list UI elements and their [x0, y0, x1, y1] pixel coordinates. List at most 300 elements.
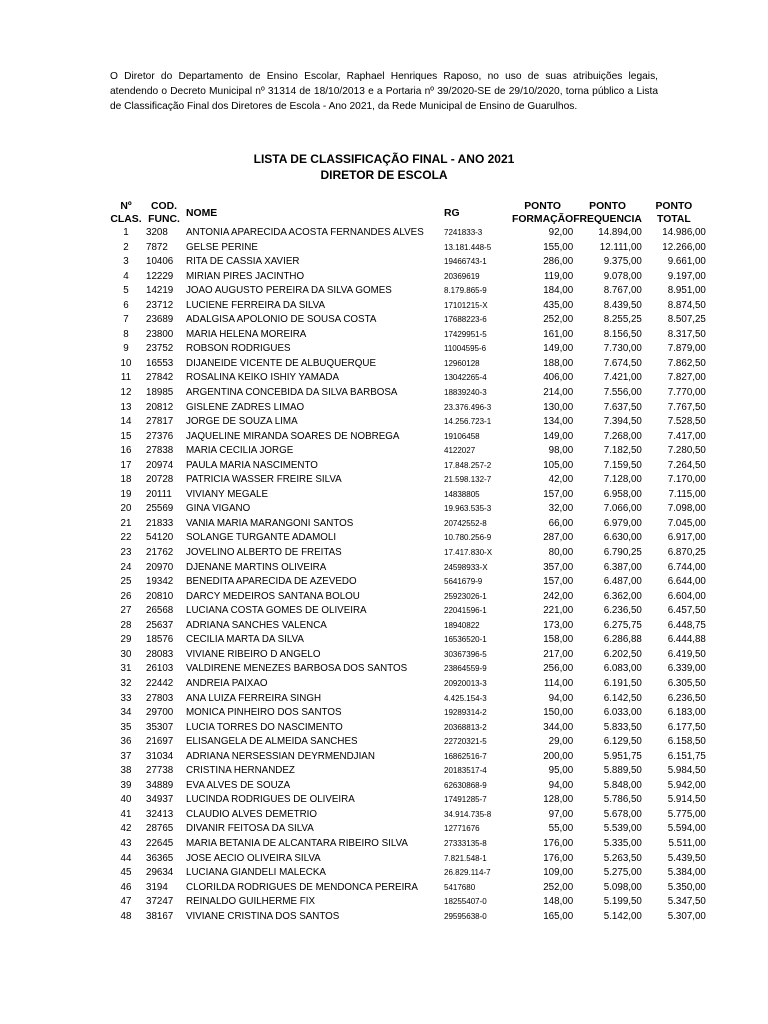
cell-ponto-frequencia: 5.833,50 — [603, 721, 642, 733]
cell-clas: 15 — [120, 430, 132, 442]
cell-rg: 23864559-9 — [444, 664, 487, 674]
table-row — [110, 531, 706, 546]
cell-rg: 10.780.256-9 — [444, 533, 492, 543]
cell-clas: 41 — [120, 808, 132, 820]
cell-ponto-total: 6.448,75 — [667, 619, 706, 631]
cell-ponto-formacao: 42,00 — [548, 474, 574, 486]
cell-ponto-total: 7.098,00 — [667, 503, 706, 515]
cell-nome: GELSE PERINE — [186, 241, 258, 253]
cell-ponto-formacao: 32,00 — [548, 503, 574, 515]
header-ponto-formacao: PONTO FORMAÇÃO — [512, 201, 574, 225]
cell-nome: DJENANE MARTINS OLIVEIRA — [186, 561, 327, 573]
header-clas: Nº CLAS. — [110, 201, 142, 225]
cell-ponto-total: 6.644,00 — [667, 576, 706, 588]
table-row — [110, 444, 706, 459]
cell-ponto-formacao: 200,00 — [543, 750, 574, 762]
cell-ponto-formacao: 29,00 — [548, 736, 574, 748]
cell-clas: 38 — [120, 765, 132, 777]
cell-cod-func: 27376 — [146, 430, 174, 442]
cell-ponto-total: 7.862,50 — [667, 357, 706, 369]
cell-rg: 5641679-9 — [444, 577, 483, 587]
cell-ponto-frequencia: 6.191,50 — [603, 677, 642, 689]
cell-ponto-frequencia: 6.958,00 — [603, 488, 642, 500]
cell-ponto-total: 6.419,50 — [667, 648, 706, 660]
cell-clas: 17 — [120, 459, 132, 471]
document-title: LISTA DE CLASSIFICAÇÃO FINAL - ANO 2021 — [253, 152, 515, 166]
cell-ponto-formacao: 98,00 — [548, 445, 574, 457]
table-row — [110, 677, 706, 692]
cell-cod-func: 22645 — [146, 837, 174, 849]
cell-rg: 11004595-6 — [444, 344, 487, 354]
cell-ponto-total: 7.264,50 — [667, 459, 706, 471]
cell-rg: 7.821.548-1 — [444, 853, 487, 863]
cell-ponto-total: 6.744,00 — [667, 561, 706, 573]
cell-nome: CLAUDIO ALVES DEMETRIO — [186, 808, 318, 820]
cell-clas: 31 — [120, 663, 132, 675]
cell-cod-func: 27838 — [146, 445, 174, 457]
cell-cod-func: 28083 — [146, 648, 174, 660]
table-row — [110, 750, 706, 765]
cell-clas: 10 — [120, 357, 132, 369]
cell-ponto-total: 7.827,00 — [667, 372, 706, 384]
table-row — [110, 371, 706, 386]
cell-nome: RITA DE CASSIA XAVIER — [186, 256, 300, 268]
cell-rg: 62630868-9 — [444, 780, 487, 790]
cell-cod-func: 20974 — [146, 459, 174, 471]
cell-nome: JOVELINO ALBERTO DE FREITAS — [186, 547, 342, 559]
cell-ponto-frequencia: 6.979,00 — [603, 517, 642, 529]
cell-nome: CLORILDA RODRIGUES DE MENDONCA PEREIRA — [186, 881, 418, 893]
table-row — [110, 575, 706, 590]
cell-clas: 7 — [123, 314, 129, 326]
cell-ponto-formacao: 287,00 — [543, 532, 574, 544]
cell-cod-func: 20111 — [146, 488, 172, 500]
cell-ponto-total: 5.594,00 — [667, 823, 706, 835]
cell-rg: 20368813-2 — [444, 722, 487, 732]
cell-ponto-formacao: 109,00 — [543, 867, 574, 879]
cell-ponto-frequencia: 5.848,00 — [603, 779, 642, 791]
cell-ponto-frequencia: 6.630,00 — [603, 532, 642, 544]
cell-ponto-total: 5.350,00 — [667, 881, 706, 893]
cell-ponto-frequencia: 5.951,75 — [603, 750, 642, 762]
cell-ponto-frequencia: 6.142,50 — [603, 692, 642, 704]
cell-ponto-formacao: 80,00 — [548, 547, 574, 559]
cell-rg: 13042265-4 — [444, 373, 487, 383]
cell-ponto-formacao: 165,00 — [543, 910, 574, 922]
cell-ponto-total: 5.439,50 — [667, 852, 706, 864]
cell-rg: 14.256.723-1 — [444, 417, 492, 427]
table-row — [110, 837, 706, 852]
cell-ponto-frequencia: 5.142,00 — [603, 910, 642, 922]
cell-ponto-formacao: 150,00 — [543, 707, 574, 719]
header-ponto-total: PONTO TOTAL — [655, 201, 693, 225]
cell-clas: 5 — [123, 285, 129, 297]
table-row — [110, 852, 706, 867]
cell-ponto-frequencia: 8.767,00 — [603, 285, 642, 297]
cell-ponto-formacao: 157,00 — [543, 488, 574, 500]
cell-nome: BENEDITA APARECIDA DE AZEVEDO — [186, 576, 357, 588]
table-row — [110, 255, 706, 270]
cell-ponto-formacao: 176,00 — [543, 852, 574, 864]
cell-ponto-formacao: 114,00 — [543, 677, 574, 689]
cell-cod-func: 12229 — [146, 270, 174, 282]
cell-ponto-total: 5.347,50 — [667, 896, 706, 908]
cell-nome: EVA ALVES DE SOUZA — [186, 779, 291, 791]
cell-ponto-frequencia: 9.078,00 — [603, 270, 642, 282]
cell-ponto-formacao: 406,00 — [543, 372, 574, 384]
cell-nome: LUCINDA RODRIGUES DE OLIVEIRA — [186, 794, 355, 806]
table-row — [110, 648, 706, 663]
table-row — [110, 473, 706, 488]
table-row — [110, 328, 706, 343]
cell-ponto-frequencia: 6.387,00 — [603, 561, 642, 573]
cell-nome: MARIA CECILIA JORGE — [186, 445, 294, 457]
cell-ponto-total: 12.266,00 — [662, 241, 706, 253]
table-row — [110, 299, 706, 314]
cell-cod-func: 38167 — [146, 910, 174, 922]
header-rg: RG — [444, 207, 460, 219]
cell-ponto-total: 6.177,50 — [667, 721, 706, 733]
cell-cod-func: 25569 — [146, 503, 174, 515]
cell-ponto-frequencia: 6.487,00 — [603, 576, 642, 588]
cell-nome: VALDIRENE MENEZES BARBOSA DOS SANTOS — [186, 663, 408, 675]
cell-rg: 22041596-1 — [444, 606, 487, 616]
cell-cod-func: 21697 — [146, 736, 174, 748]
cell-ponto-frequencia: 5.199,50 — [603, 896, 642, 908]
table-row — [110, 633, 706, 648]
cell-cod-func: 54120 — [146, 532, 174, 544]
cell-ponto-formacao: 252,00 — [543, 881, 574, 893]
cell-rg: 20183517-4 — [444, 766, 487, 776]
cell-ponto-frequencia: 7.066,00 — [603, 503, 642, 515]
table-header — [110, 200, 706, 226]
cell-rg: 18839240-3 — [444, 388, 487, 398]
cell-clas: 42 — [120, 823, 132, 835]
cell-rg: 34.914.735-8 — [444, 809, 492, 819]
cell-rg: 4.425.154-3 — [444, 693, 487, 703]
cell-nome: ANDREIA PAIXAO — [186, 677, 268, 689]
cell-rg: 18940822 — [444, 620, 480, 630]
cell-ponto-frequencia: 6.129,50 — [603, 736, 642, 748]
cell-rg: 27333135-8 — [444, 838, 487, 848]
cell-ponto-total: 8.874,50 — [667, 299, 706, 311]
cell-clas: 35 — [120, 721, 132, 733]
cell-clas: 2 — [123, 241, 129, 253]
cell-cod-func: 34937 — [146, 794, 174, 806]
table-row — [110, 735, 706, 750]
cell-rg: 12960128 — [444, 358, 480, 368]
cell-cod-func: 23712 — [146, 299, 174, 311]
cell-ponto-frequencia: 6.286,88 — [603, 634, 642, 646]
cell-rg: 17.848.257-2 — [444, 460, 492, 470]
cell-nome: VIVIANE RIBEIRO D ANGELO — [186, 648, 321, 660]
cell-ponto-total: 7.045,00 — [667, 517, 706, 529]
cell-nome: LUCIANA GIANDELI MALECKA — [186, 867, 326, 879]
cell-cod-func: 14219 — [146, 285, 174, 297]
cell-ponto-frequencia: 7.730,00 — [603, 343, 642, 355]
cell-clas: 19 — [120, 488, 132, 500]
cell-cod-func: 27738 — [146, 765, 174, 777]
cell-ponto-frequencia: 5.335,00 — [603, 837, 642, 849]
cell-nome: ANA LUIZA FERREIRA SINGH — [186, 692, 322, 704]
cell-clas: 1 — [123, 227, 129, 238]
cell-ponto-frequencia: 5.263,50 — [603, 852, 642, 864]
table-row — [110, 619, 706, 634]
cell-clas: 3 — [123, 256, 129, 268]
cell-ponto-formacao: 176,00 — [543, 837, 574, 849]
table-row — [110, 604, 706, 619]
table-row — [110, 866, 706, 881]
cell-nome: LUCIA TORRES DO NASCIMENTO — [186, 721, 343, 733]
cell-nome: DIJANEIDE VICENTE DE ALBUQUERQUE — [186, 357, 376, 369]
cell-clas: 14 — [120, 416, 132, 428]
cell-ponto-frequencia: 7.421,00 — [603, 372, 642, 384]
cell-ponto-formacao: 130,00 — [543, 401, 574, 413]
cell-nome: JAQUELINE MIRANDA SOARES DE NOBREGA — [186, 430, 400, 442]
cell-clas: 29 — [120, 634, 132, 646]
cell-clas: 4 — [123, 270, 129, 282]
cell-ponto-formacao: 256,00 — [543, 663, 574, 675]
cell-rg: 26.829.114-7 — [444, 868, 491, 878]
cell-cod-func: 21762 — [146, 547, 174, 559]
cell-rg: 16536520-1 — [444, 635, 487, 645]
cell-ponto-total: 5.511,00 — [668, 837, 706, 849]
cell-cod-func: 32413 — [146, 808, 174, 820]
table-row — [110, 502, 706, 517]
cell-rg: 20742552-8 — [444, 518, 487, 528]
cell-ponto-frequencia: 7.394,50 — [603, 416, 642, 428]
cell-ponto-total: 6.457,50 — [667, 605, 706, 617]
table-row — [110, 546, 706, 561]
cell-clas: 6 — [123, 299, 129, 311]
table-row — [110, 706, 706, 721]
cell-rg: 16862516-7 — [444, 751, 487, 761]
cell-ponto-total: 8.317,50 — [667, 328, 706, 340]
cell-ponto-frequencia: 6.236,50 — [603, 605, 642, 617]
cell-cod-func: 36365 — [146, 852, 174, 864]
cell-ponto-frequencia: 5.786,50 — [603, 794, 642, 806]
cell-ponto-formacao: 149,00 — [543, 430, 574, 442]
cell-ponto-formacao: 286,00 — [543, 256, 574, 268]
cell-rg: 30367396-5 — [444, 649, 487, 659]
cell-ponto-frequencia: 7.556,00 — [603, 387, 642, 399]
cell-ponto-frequencia: 5.678,00 — [603, 808, 642, 820]
cell-ponto-total: 9.661,00 — [667, 256, 706, 268]
cell-cod-func: 19342 — [146, 576, 174, 588]
cell-ponto-total: 5.384,00 — [667, 867, 706, 879]
cell-rg: 5417680 — [444, 882, 476, 892]
cell-ponto-formacao: 94,00 — [548, 779, 574, 791]
cell-cod-func: 29700 — [146, 707, 174, 719]
cell-nome: CRISTINA HERNANDEZ — [186, 765, 295, 777]
cell-cod-func: 27817 — [146, 416, 174, 428]
cell-rg: 24598933-X — [444, 562, 488, 572]
cell-ponto-formacao: 148,00 — [543, 896, 574, 908]
cell-ponto-formacao: 97,00 — [548, 808, 574, 820]
cell-ponto-total: 7.280,50 — [667, 445, 706, 457]
cell-ponto-formacao: 435,00 — [543, 299, 574, 311]
cell-nome: DARCY MEDEIROS SANTANA BOLOU — [186, 590, 360, 602]
cell-rg: 20920013-3 — [444, 678, 487, 688]
cell-ponto-total: 8.951,00 — [667, 285, 706, 297]
cell-rg: 19466743-1 — [444, 257, 487, 267]
cell-clas: 22 — [120, 532, 132, 544]
cell-ponto-frequencia: 9.375,00 — [603, 256, 642, 268]
cell-cod-func: 26568 — [146, 605, 174, 617]
cell-clas: 30 — [120, 648, 132, 660]
cell-nome: ADALGISA APOLONIO DE SOUSA COSTA — [186, 314, 377, 326]
header-nome: NOME — [186, 207, 218, 219]
cell-cod-func: 23800 — [146, 328, 174, 340]
cell-nome: MARIA BETANIA DE ALCANTARA RIBEIRO SILVA — [186, 837, 408, 849]
cell-clas: 13 — [120, 401, 132, 413]
cell-ponto-frequencia: 8.156,50 — [603, 328, 642, 340]
cell-clas: 34 — [120, 707, 132, 719]
cell-ponto-frequencia: 14.894,00 — [598, 227, 642, 238]
cell-ponto-total: 7.170,00 — [667, 474, 706, 486]
cell-clas: 40 — [120, 794, 132, 806]
table-row — [110, 488, 706, 503]
cell-nome: VIVIANE CRISTINA DOS SANTOS — [186, 910, 340, 922]
cell-ponto-formacao: 252,00 — [543, 314, 574, 326]
table-row — [110, 662, 706, 677]
header-ponto-frequencia: PONTO FREQUENCIA — [573, 201, 642, 225]
cell-ponto-total: 6.604,00 — [667, 590, 706, 602]
cell-rg: 25923026-1 — [444, 591, 487, 601]
cell-cod-func: 23752 — [146, 343, 174, 355]
cell-clas: 20 — [120, 503, 132, 515]
cell-rg: 17491285-7 — [444, 795, 487, 805]
cell-rg: 17688223-6 — [444, 315, 487, 325]
cell-clas: 32 — [120, 677, 132, 689]
cell-ponto-frequencia: 7.268,00 — [603, 430, 642, 442]
cell-rg: 29595638-0 — [444, 911, 487, 921]
cell-cod-func: 18985 — [146, 387, 174, 399]
cell-ponto-total: 5.914,50 — [667, 794, 706, 806]
cell-ponto-formacao: 94,00 — [548, 692, 574, 704]
table-row — [110, 284, 706, 299]
cell-cod-func: 27803 — [146, 692, 174, 704]
cell-ponto-frequencia: 5.889,50 — [603, 765, 642, 777]
cell-cod-func: 37247 — [146, 896, 174, 908]
table-row — [110, 910, 706, 925]
cell-ponto-total: 9.197,00 — [667, 270, 706, 282]
cell-ponto-frequencia: 5.275,00 — [603, 867, 642, 879]
table-row — [110, 793, 706, 808]
table-row — [110, 721, 706, 736]
table-row — [110, 401, 706, 416]
cell-clas: 46 — [120, 881, 132, 893]
cell-rg: 4122027 — [444, 446, 476, 456]
cell-nome: LUCIENE FERREIRA DA SILVA — [186, 299, 326, 311]
cell-cod-func: 26103 — [146, 663, 174, 675]
cell-ponto-total: 8.507,25 — [667, 314, 706, 326]
cell-ponto-frequencia: 6.275,75 — [603, 619, 642, 631]
cell-rg: 7241833-3 — [444, 228, 483, 237]
cell-ponto-frequencia: 6.362,00 — [603, 590, 642, 602]
table-row — [110, 415, 706, 430]
cell-nome: JORGE DE SOUZA LIMA — [186, 416, 298, 428]
cell-nome: REINALDO GUILHERME FIX — [186, 896, 316, 908]
cell-ponto-formacao: 344,00 — [543, 721, 574, 733]
cell-cod-func: 3194 — [146, 881, 168, 893]
table-row — [110, 822, 706, 837]
cell-ponto-total: 6.339,00 — [667, 663, 706, 675]
cell-nome: GINA VIGANO — [186, 503, 251, 515]
cell-ponto-formacao: 184,00 — [543, 285, 574, 297]
cell-clas: 33 — [120, 692, 132, 704]
table-row — [110, 342, 706, 357]
cell-cod-func: 7872 — [146, 241, 168, 253]
cell-clas: 23 — [120, 547, 132, 559]
cell-cod-func: 21833 — [146, 517, 174, 529]
cell-nome: JOAO AUGUSTO PEREIRA DA SILVA GOMES — [186, 285, 392, 297]
cell-clas: 43 — [120, 837, 132, 849]
cell-ponto-formacao: 161,00 — [543, 328, 574, 340]
cell-ponto-formacao: 155,00 — [543, 241, 574, 253]
cell-nome: ADRIANA SANCHES VALENCA — [186, 619, 327, 631]
cell-cod-func: 34889 — [146, 779, 174, 791]
cell-ponto-frequencia: 6.083,00 — [603, 663, 642, 675]
cell-clas: 9 — [123, 343, 129, 355]
table-row — [110, 881, 706, 896]
cell-ponto-total: 6.305,50 — [667, 677, 706, 689]
cell-ponto-formacao: 357,00 — [543, 561, 574, 573]
cell-nome: LUCIANA COSTA GOMES DE OLIVEIRA — [186, 605, 367, 617]
cell-nome: SOLANGE TURGANTE ADAMOLI — [186, 532, 337, 544]
cell-ponto-total: 6.236,50 — [667, 692, 706, 704]
cell-clas: 8 — [123, 328, 129, 340]
cell-ponto-formacao: 55,00 — [548, 823, 574, 835]
cell-ponto-total: 6.183,00 — [667, 707, 706, 719]
intro-paragraph: O Diretor do Departamento de Ensino Escolar, Raphael Henriques Raposo, no uso de suas atribuições legais, atendendo o Decreto Municipal nº 31314 de 18/10/2013 e a Portaria nº 39/2020-SE de 29/10/2020, torna público a Lista de Classificação Final dos Diretores de Escola - Ano 2021, da Rede Municipal de Ensino de Guarulhos. — [110, 71, 658, 112]
cell-ponto-formacao: 242,00 — [543, 590, 574, 602]
cell-cod-func: 18576 — [146, 634, 174, 646]
cell-cod-func: 20728 — [146, 474, 174, 486]
cell-cod-func: 20970 — [146, 561, 174, 573]
table-row — [110, 459, 706, 474]
cell-nome: ANTONIA APARECIDA ACOSTA FERNANDES ALVES — [186, 227, 424, 238]
cell-clas: 25 — [120, 576, 132, 588]
cell-rg: 18255407-0 — [444, 897, 487, 907]
cell-ponto-total: 6.444,88 — [667, 634, 706, 646]
table-row — [110, 764, 706, 779]
cell-ponto-total: 6.917,00 — [667, 532, 706, 544]
table-row — [110, 226, 706, 241]
cell-rg: 8.179.865-9 — [444, 286, 487, 296]
cell-ponto-total: 6.158,50 — [667, 736, 706, 748]
cell-nome: DIVANIR FEITOSA DA SILVA — [186, 823, 314, 835]
cell-clas: 18 — [120, 474, 132, 486]
cell-rg: 23.376.496-3 — [444, 402, 492, 412]
cell-ponto-formacao: 95,00 — [548, 765, 574, 777]
cell-clas: 36 — [120, 736, 132, 748]
cell-cod-func: 16553 — [146, 357, 174, 369]
table-row — [110, 561, 706, 576]
cell-cod-func: 29634 — [146, 867, 174, 879]
cell-ponto-formacao: 128,00 — [543, 794, 574, 806]
cell-ponto-formacao: 92,00 — [548, 227, 574, 238]
cell-ponto-frequencia: 8.439,50 — [603, 299, 642, 311]
cell-rg: 17101215-X — [444, 300, 488, 310]
cell-rg: 12771676 — [444, 824, 480, 834]
cell-ponto-formacao: 105,00 — [543, 459, 574, 471]
cell-ponto-formacao: 158,00 — [543, 634, 574, 646]
cell-cod-func: 20812 — [146, 401, 174, 413]
cell-ponto-frequencia: 7.674,50 — [603, 357, 642, 369]
cell-ponto-formacao: 119,00 — [543, 270, 574, 282]
table-row — [110, 430, 706, 445]
